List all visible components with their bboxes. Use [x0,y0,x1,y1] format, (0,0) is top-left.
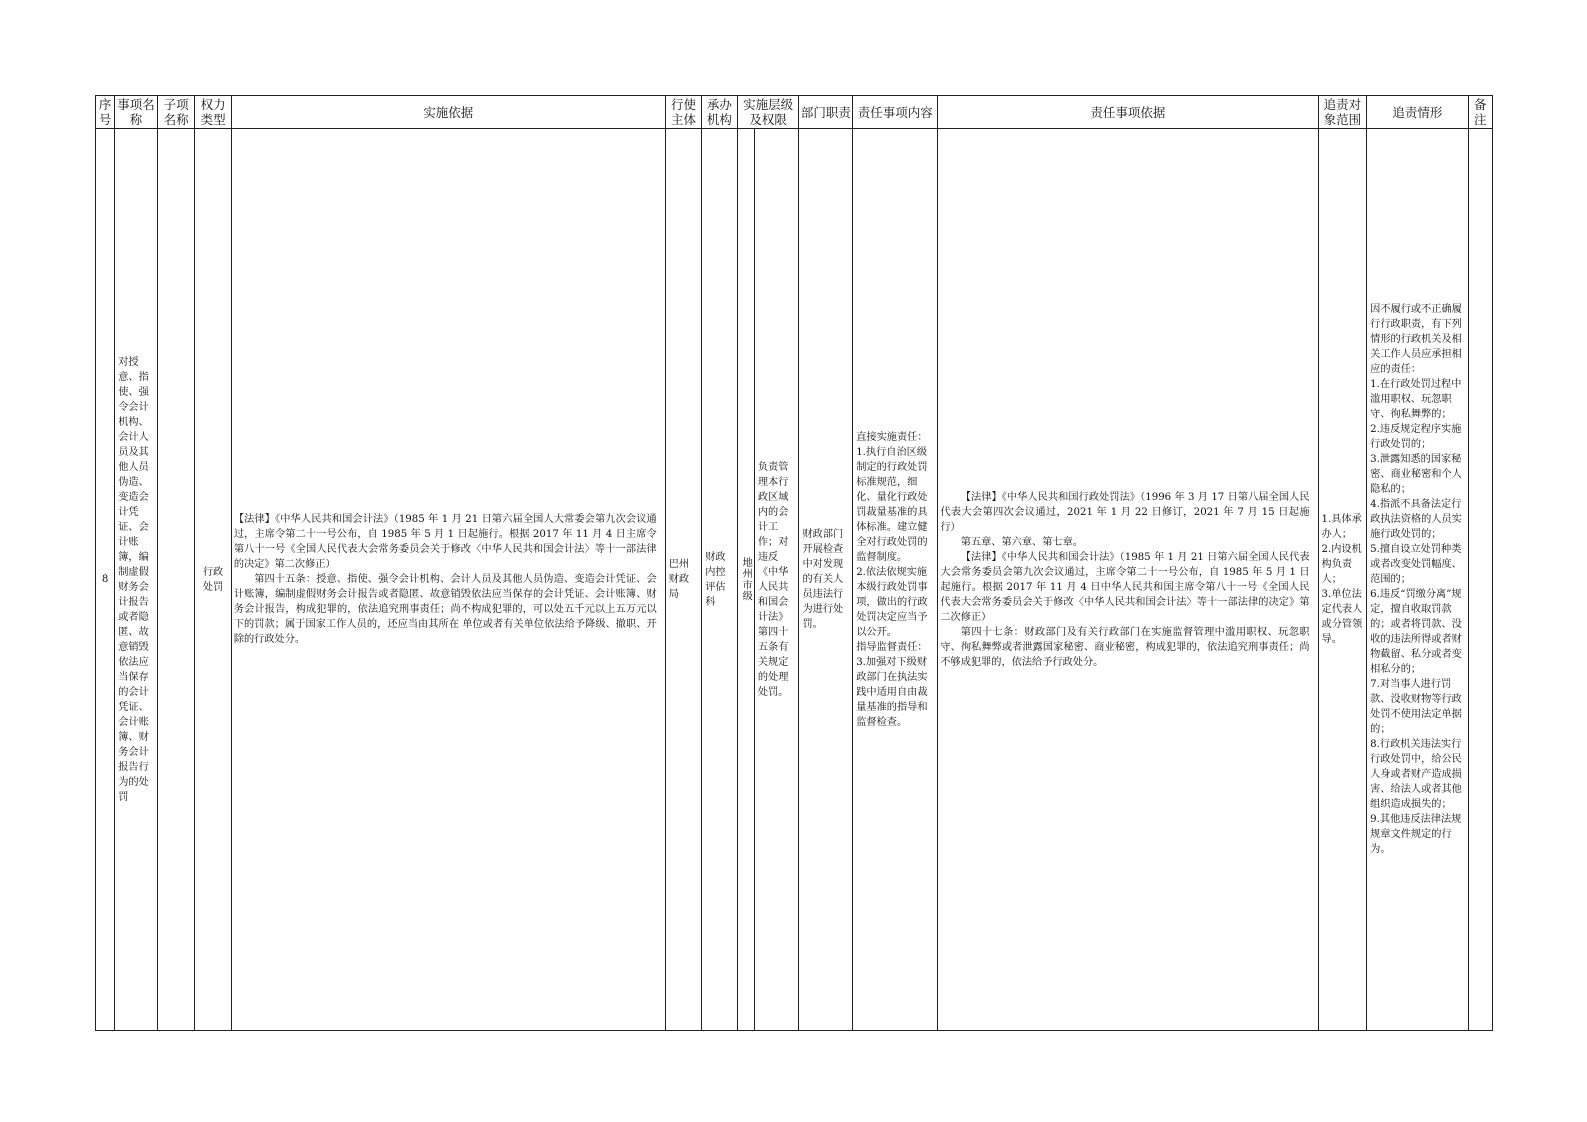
cell-seq: 8 [96,129,115,1031]
cell-resp-content [853,129,938,1031]
case-line: 因不履行或不正确履行行政职责，有下列情形的行政机关及相关工作人员应承担相应的责任： [1370,304,1462,375]
cell-dept-duty: 财政部门开展检查中对发现的有关人员违法行为进行处罚。 [799,129,853,1031]
case-line: 4.指派不具备法定行政执法资格的人员实施行政处罚的； [1370,499,1462,540]
resp-content-line: 1.执行自治区级制定的行政处罚标准规范，细化、量化行政处罚裁量基准的具体标准。建立健全对行政处罚的监督制度。 [856,446,928,563]
header-handler: 承办机构 [702,96,737,129]
case-line: 6.违反“罚缴分离”规定，擅自收取罚款的；或者将罚款、没收的违法所得或者财物截留、私分或者变相私分的； [1370,589,1462,675]
header-row [96,96,1493,129]
header-accountability-scope: 追责对象范围 [1318,96,1367,129]
basis-paragraph: 【法律】《中华人民共和国会计法》（1985 年 1 月 21 日第六届全国人大常委会第九次会议通过，主席令第二十一号公布，自 1985 年 5 月 1 日起施行。根据 2017 年 11 月 4 日主席令第八十一号《全国人民代表大会常务委员会关于修改〈中华人民共和国会计法〉等十一部法律的决定》第二次修正） [233,514,657,570]
case-line: 7.对当事人进行罚款、没收财物等行政处罚不使用法定单据的； [1370,679,1462,735]
power-list-table [95,95,1493,1031]
cell-item-name: 对授意、指使、强令会计机构、会计人员及其他人员伪造、变造会计凭证、会计账簿，编制虚假财务会计报告或者隐匿、故意销毁依法应当保存的会计凭证、会计账簿、财务会计报告行为的处罚 [115,129,158,1031]
header-resp-basis: 责任事项依据 [938,96,1318,129]
resp-basis-paragraph: 【法律】《中华人民共和国行政处罚法》（1996 年 3 月 17 日第八届全国人民代表大会第四次会议通过，2021 年 1 月 22 日修订，2021 年 7 月 15 日起施行） [940,491,1310,533]
cell-level-tier [737,129,754,1031]
case-line: 1.在行政处罚过程中滥用职权、玩忽职守、徇私舞弊的； [1370,379,1462,420]
cell-remark [1468,129,1492,1031]
scope-line: 2.内设机构负责人； [1321,544,1362,585]
scope-line: 1.具体承办人； [1321,514,1362,540]
cell-power-type: 行政处罚 [195,129,231,1031]
cell-accountability-cases [1367,129,1468,1031]
resp-basis-paragraph: 第四十七条：财政部门及有关行政部门在实施监督管理中滥用职权、玩忽职守、徇私舞弊或者泄露国家秘密、商业秘密，构成犯罪的，依法追究刑事责任；尚不够成犯罪的，依法给予行政处分。 [940,626,1310,668]
header-dept-duty: 部门职责 [799,96,853,129]
header-power-type: 权力类型 [195,96,231,129]
cell-resp-basis [938,129,1318,1031]
cell-level-power: 负责管理本行政区域内的会计工作；对违反《中华人民共和国会计法》第四十五条有关规定的处理处罚。 [754,129,799,1031]
resp-content-line: 指导监督责任： [856,641,928,653]
case-line: 8.行政机关违法实行行政处罚中，给公民人身或者财产造成损害、给法人或者其他组织造成损失的； [1370,739,1462,810]
case-line: 5.擅自设立处罚种类或者改变处罚幅度、范围的； [1370,544,1462,585]
resp-content-line: 3.加强对下级财政部门在执法实践中适用自由裁量基准的指导和监督检查。 [856,656,928,728]
cell-executor: 巴州财政局 [665,129,701,1031]
resp-basis-paragraph: 第五章、第六章、第七章。 [960,536,1083,548]
header-sub-name: 子项名称 [157,96,195,129]
resp-content-line: 直接实施责任： [856,431,928,443]
resp-content-line: 2.依法依规实施本级行政处罚事项，做出的行政处罚决定应当予以公开。 [856,566,928,638]
scope-line: 3.单位法定代表人或分管领导。 [1321,589,1363,645]
basis-paragraph: 第四十五条：授意、指使、强令会计机构、会计人员及其他人员伪造、变造会计凭证、会计账簿，编制虚假财务会计报告或者隐匿、故意销毁依法应当保存的会计凭证、会计账簿、财务会计报告，构成犯罪的，依法追究刑事责任；尚不构成犯罪的，可以处五千元以上五万元以下的罚款；属于国家工作人员的，还应当由其所在 单位或者有关单位依法给予降级、撤职、开除的行政处分。 [233,574,657,645]
case-line: 3.泄露知悉的国家秘密、商业秘密和个人隐私的； [1370,454,1462,495]
header-item-name: 事项名称 [115,96,158,129]
cell-sub-name [157,129,195,1031]
case-line: 2.违反规定程序实施行政处罚的； [1370,424,1462,450]
table-row [96,129,1493,1031]
cell-handler: 财政内控评估科 [702,129,737,1031]
level-tier-text: 地州市级 [740,557,752,602]
case-line: 9.其他违反法律法规规章文件规定的行为。 [1370,814,1462,855]
header-level: 实施层级及权限 [737,96,799,129]
header-remark: 备注 [1468,96,1492,129]
cell-accountability-scope [1318,129,1367,1031]
header-basis: 实施依据 [231,96,665,129]
header-resp-content: 责任事项内容 [853,96,938,129]
header-executor: 行使主体 [665,96,701,129]
header-accountability-cases: 追责情形 [1367,96,1468,129]
resp-basis-paragraph: 【法律】《中华人民共和国会计法》（1985 年 1 月 21 日第六届全国人民代表大会常务委员会第九次会议通过，主席令第二十一号公布，自 1985 年 5 月 1 日起施行。根据 2017 年 11 月 4 日中华人民共和国主席令第八十一号《全国人民代表大会常务委员会关于修改〈中华人民共和国会计法〉等十一部法律的决定》第二次修正） [940,551,1310,623]
cell-basis [231,129,665,1031]
header-seq: 序号 [96,96,115,129]
